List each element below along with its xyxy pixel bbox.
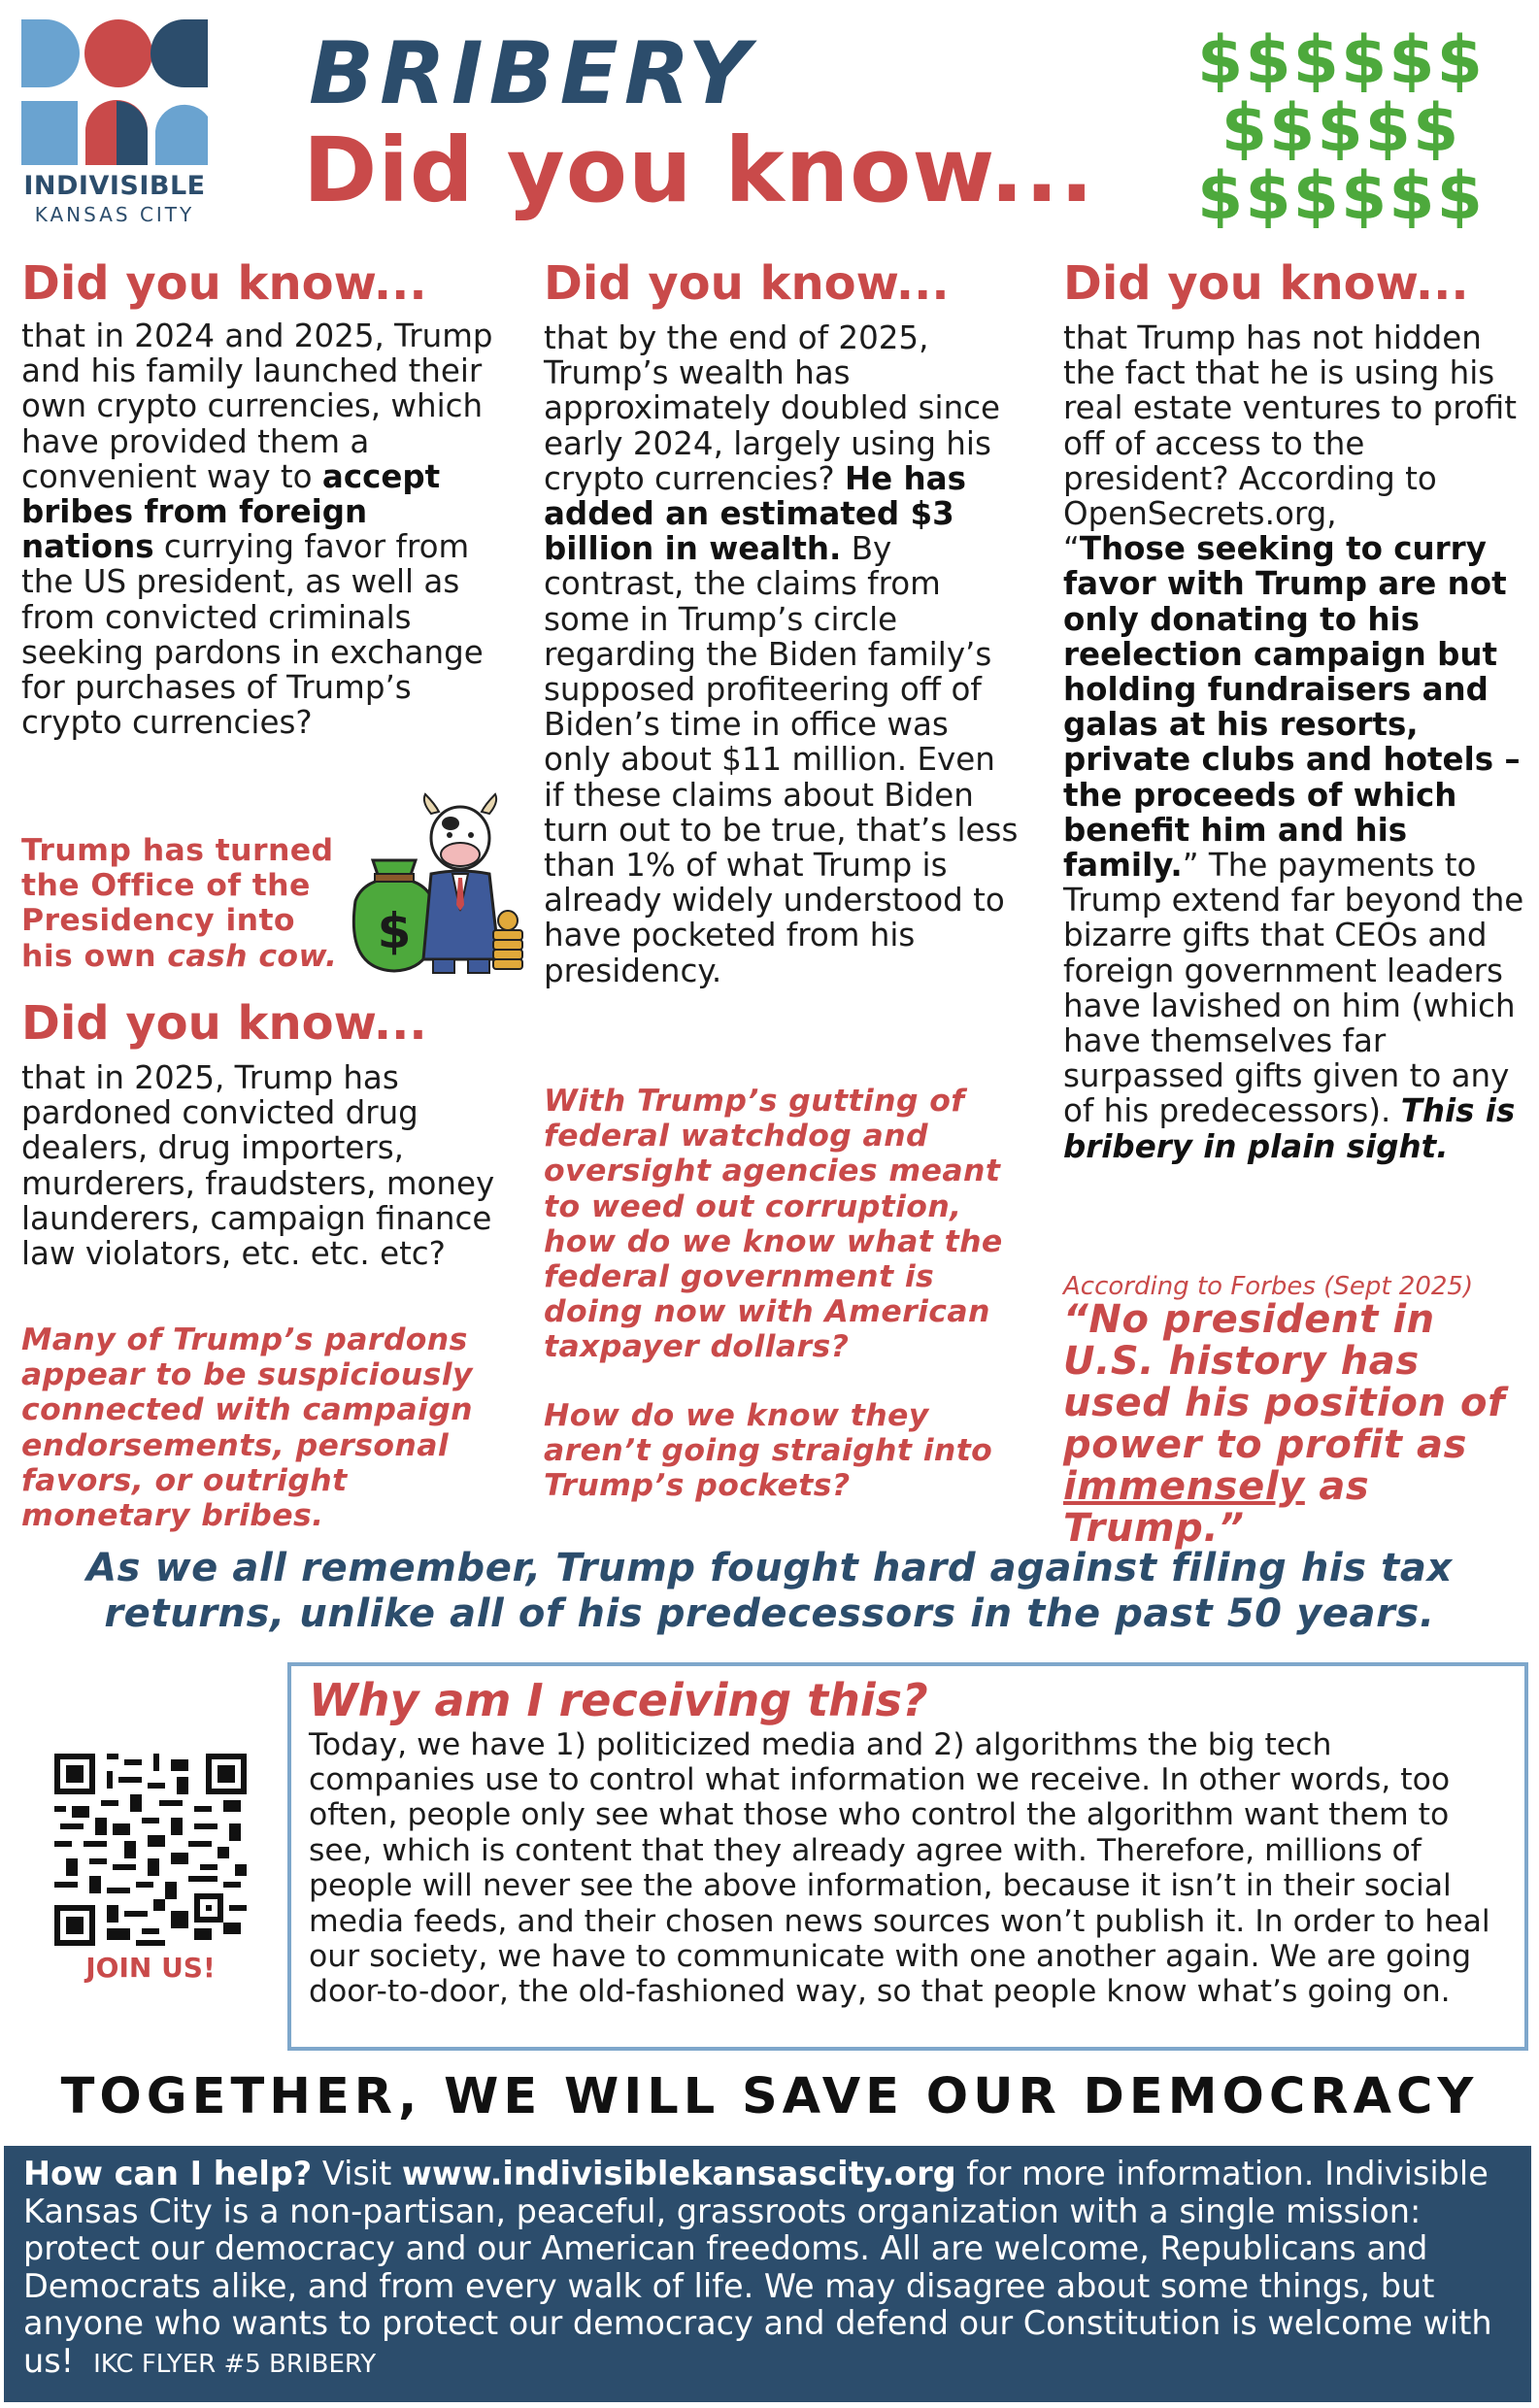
together-slogan: TOGETHER, WE WILL SAVE OUR DEMOCRACY (60, 2068, 1479, 2125)
cash-cow-icon (336, 785, 530, 979)
col2-callout: With Trump’s gutting of federal watchdog and oversight agencies meant to weed out corruption, how do we know what the federal government is doing now with American taxpayer dollars? (544, 1084, 1003, 1365)
website-link[interactable]: www.indivisiblekansascity.org (401, 2155, 956, 2192)
col1-body-2: that in 2025, Trump has pardoned convicted drug dealers, drug importers, murderers, fraudsters, money launderers, campaign finance law violators, etc. etc. etc? (21, 1059, 495, 1273)
qr-code-icon[interactable] (54, 1754, 247, 1946)
logo-subtext: KANSAS CITY (34, 203, 195, 226)
col2-callout-navy: How do we know they aren’t going straight into Trump’s pockets? (544, 1398, 993, 1504)
dollar-row: $$$$$$ (1197, 158, 1485, 235)
logo (21, 19, 216, 226)
col1-heading-2: Did you know... (21, 996, 427, 1051)
tax-returns-statement: As we all remember, Trump fought hard against filing his tax returns, unlike all of his predecessors in the past 50 years. (86, 1546, 1453, 1636)
forbes-quote: “No president in U.S. history has used his position of power to profit as immensely as Trump.” (1063, 1297, 1506, 1551)
why-body: Today, we have 1) politicized media and 2) algorithms the big tech companies use to control what information we receive. In other words, too often, people only see what those who control the algorithm want them to see, which is content that they already agree with. Therefore, millions of people will never see the above information, because it isn’t in their social media feeds, and their chosen news sources won’t publish it. In order to heal our society, we have to communicate with one another again. We are going door-to-door, the old-fashioned way, so that people know what’s going on. (309, 1726, 1490, 2010)
col2-body: that by the end of 2025, Trump’s wealth has approximately doubled since early 2024, largely using his crypto currencies? He has added an estimated $3 billion in wealth. By contrast, the claims from some in Trump’s circle regarding the Biden family’s supposed profiteering off of Biden’s time in office was only about $11 million. Even if these claims about Biden turn out to be true, that’s less than 1% of what Trump is already widely understood to have pocketed from his presidency. (544, 319, 1019, 989)
indivisible-logo-icon (21, 19, 208, 165)
dollar-row: $$$$$$ (1197, 22, 1485, 99)
col1-callout-2: Many of Trump’s pardons appear to be suspiciously connected with campaign endorsements, personal favors, or outright monetary bribes. (21, 1322, 474, 1534)
dollar-row: $$$$$ (1221, 90, 1461, 167)
forbes-source: According to Forbes (Sept 2025) (1063, 1272, 1474, 1301)
join-us-label: JOIN US! (85, 1952, 216, 1984)
why-receiving-box (287, 1662, 1528, 2051)
page-subtitle: Did you know... (303, 118, 1095, 222)
help-label: How can I help? (23, 2155, 313, 2192)
col1-body: that in 2024 and 2025, Trump and his family launched their own crypto currencies, which have provided them a convenient way to accept bribes from foreign nations currying favor from the US president, as well as from convicted criminals seeking pardons in exchange for purchases of Trump’s crypto currencies? (21, 318, 493, 742)
footer: How can I help? Visit www.indivisiblekansascity.org for more information. Indivisible Kansas City is a non-partisan, peaceful, grassroots organization with a single mission: protect our democracy and our American freedoms. All are welcome, Republicans and Democrats alike, and from every walk of life. We may disagree about some things, but anyone who wants to protect our democracy and defend our Constitution is welcome with us! IKC FLYER #5 BRIBERY (4, 2146, 1531, 2402)
col3-heading: Did you know... (1063, 256, 1469, 311)
col3-body: that Trump has not hidden the fact that he is using his real estate ventures to profit off of access to the president? According to OpenSecrets.org, “Those seeking to curry favor with Trump are not only donating to his reelection campaign but holding fundraisers and galas at his resorts, private clubs and hotels – the proceeds of which benefit him and his family.” The payments to Trump extend far beyond the bizarre gifts that CEOs and foreign government leaders have lavished on him (which have themselves far surpassed gifts given to any of his predecessors). This is bribery in plain sight. (1063, 319, 1524, 1165)
why-title: Why am I receiving this? (309, 1674, 928, 1726)
svg-text:$: $ (377, 903, 412, 959)
col2-heading: Did you know... (544, 256, 950, 311)
page-title: BRIBERY (309, 23, 756, 123)
col1-callout: Trump has turned the Office of the Presidency into his own cash cow. (21, 833, 338, 974)
flyer-tag: IKC FLYER #5 BRIBERY (93, 2349, 377, 2379)
col1-heading: Did you know... (21, 256, 427, 311)
logo-text: INDIVISIBLE (23, 171, 206, 201)
dollar-signs-icon (1161, 22, 1521, 235)
